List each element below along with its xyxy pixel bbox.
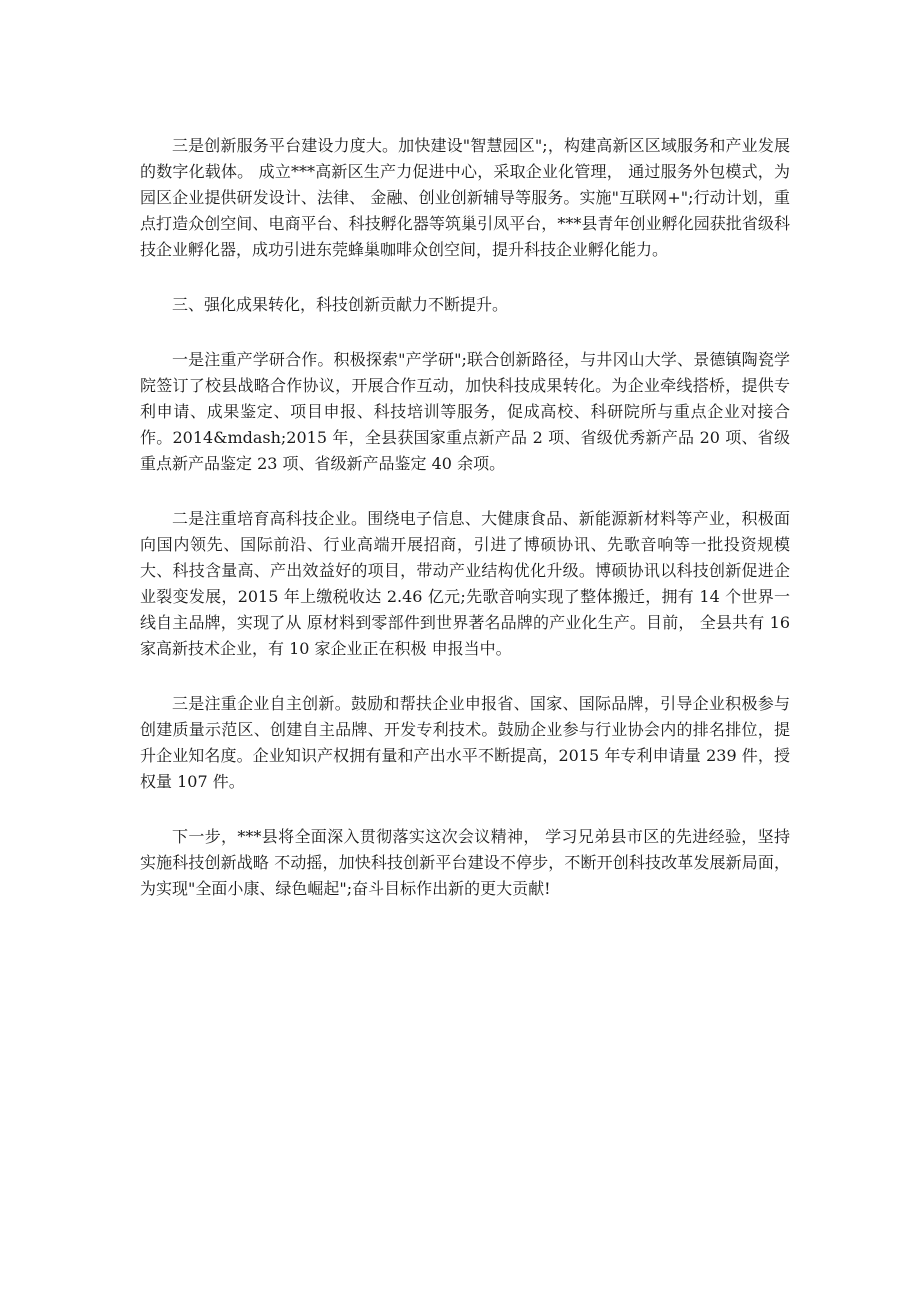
section-heading-achievement-transformation: 三、强化成果转化，科技创新贡献力不断提升。 <box>172 295 509 314</box>
paragraph-high-tech-enterprises: 二是注重培育高科技企业。围绕电子信息、大健康食品、新能源新材料等产业，积极面向国内领先、国际前沿、行业高端开展招商，引进了博硕协讯、先歌音响等一批投资规模大、科技含量高、产出效益好的项目，带动产业结构优化升级。博硕协讯以科技创新促进企业裂变发展，2015 年上缴税收达 2.46 亿元;先歌音响实现了整体搬迁，拥有 14 个世界一线自主品牌，实现了从 原材料到零部件到世界著名品牌的产业化生产。目前， 全县共有 16 家高新技术企业，有 10 家企业正在积极 申报当中。 <box>140 509 790 658</box>
paragraph-next-steps: 下一步，***县将全面深入贯彻落实这次会议精神， 学习兄弟县市区的先进经验，坚持实施科技创新战略 不动摇，加快科技创新平台建设不停步，不断开创科技改革发展新局面，为实现"全面小康、绿色崛起";奋斗目标作出新的更大贡献! <box>140 827 790 898</box>
paragraph-industry-university-research: 一是注重产学研合作。积极探索"产学研";联合创新路径，与井冈山大学、景德镇陶瓷学院签订了校县战略合作协议，开展合作互动，加快科技成果转化。为企业牵线搭桥，提供专利申请、成果鉴定、项目申报、科技培训等服务，促成高校、科研院所与重点企业对接合作。2014&mdash;2015 年，全县获国家重点新产品 2 项、省级优秀新产品 20 项、省级重点新产品鉴定 23 项、省级新产品鉴定 40 余项。 <box>140 350 790 473</box>
paragraph-service-platform: 三是创新服务平台建设力度大。加快建设"智慧园区";，构建高新区区域服务和产业发展的数字化载体。 成立***高新区生产力促进中心，采取企业化管理， 通过服务外包模式，为园区企业提供研发设计、法律、 金融、创业创新辅导等服务。实施"互联网+";行动计划，重点打造众创空间、电商平台、科技孵化器等筑巢引凤平台，***县青年创业孵化园获批省级科技企业孵化器，成功引进东莞蜂巢咖啡众创空间，提升科技企业孵化能力。 <box>140 136 790 259</box>
paragraph-independent-innovation: 三是注重企业自主创新。鼓励和帮扶企业申报省、国家、国际品牌，引导企业积极参与创建质量示范区、创建自主品牌、开发专利技术。鼓励企业参与行业协会内的排名排位，提升企业知名度。企业知识产权拥有量和产出水平不断提高，2015 年专利申请量 239 件，授权量 107 件。 <box>140 694 790 791</box>
document-body <box>140 133 790 931</box>
